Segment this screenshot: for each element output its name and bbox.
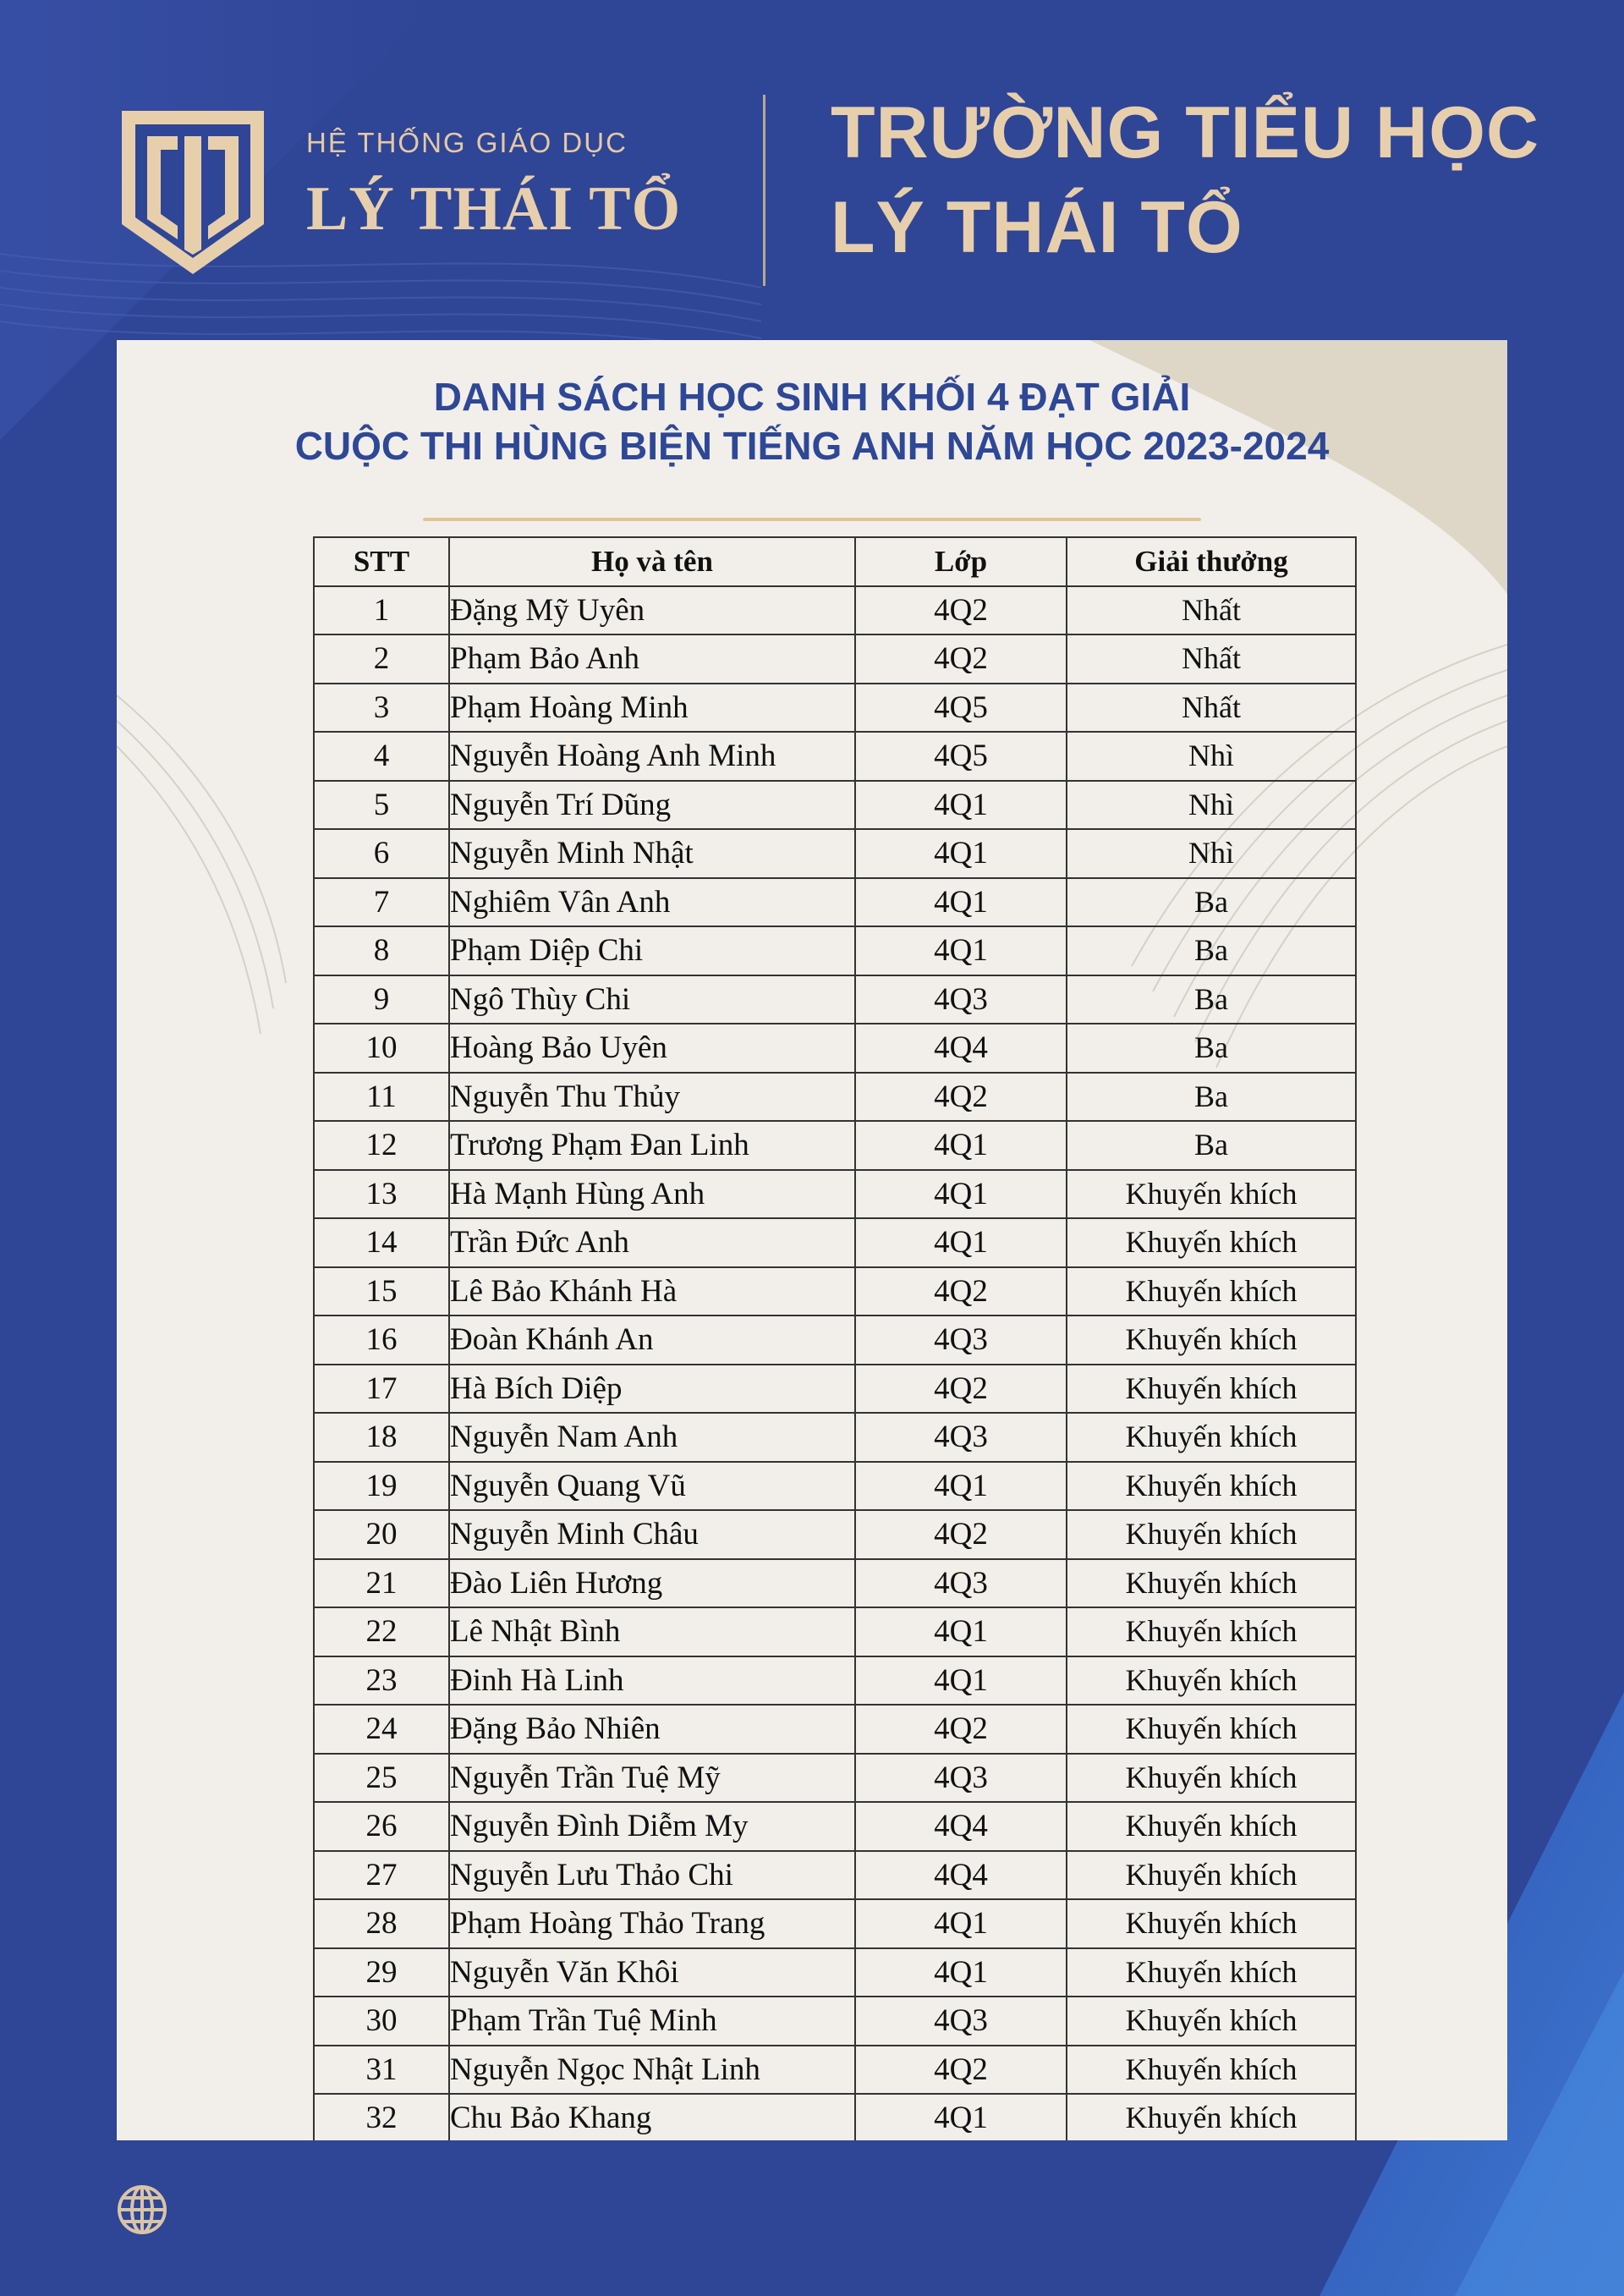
- cell-name: Ngô Thùy Chi: [449, 975, 855, 1024]
- table-row: [314, 1948, 1356, 1997]
- cell-stt: 8: [314, 926, 449, 975]
- cell-class: 4Q3: [855, 1997, 1067, 2046]
- header-award: Giải thưởng: [1067, 537, 1356, 586]
- header-divider: [763, 95, 765, 286]
- awards-table: [313, 536, 1357, 2140]
- table-row: [314, 1705, 1356, 1754]
- cell-name: Nguyễn Thu Thủy: [449, 1073, 855, 1122]
- cell-stt: 7: [314, 878, 449, 927]
- cell-name: Nguyễn Minh Châu: [449, 1510, 855, 1559]
- cell-stt: 14: [314, 1218, 449, 1267]
- cell-stt: 29: [314, 1948, 449, 1997]
- cell-award: Khuyến khích: [1067, 1948, 1356, 1997]
- cell-name: Đoàn Khánh An: [449, 1316, 855, 1365]
- cell-award: Nhất: [1067, 684, 1356, 733]
- table-row: [314, 1121, 1356, 1170]
- cell-class: 4Q3: [855, 1413, 1067, 1462]
- cell-class: 4Q1: [855, 926, 1067, 975]
- cell-name: Nguyễn Hoàng Anh Minh: [449, 732, 855, 781]
- cell-class: 4Q2: [855, 1365, 1067, 1414]
- cell-award: Khuyến khích: [1067, 1559, 1356, 1608]
- table-row: [314, 1802, 1356, 1851]
- table-row: [314, 1754, 1356, 1803]
- cell-award: Khuyến khích: [1067, 1997, 1356, 2046]
- cell-name: Nguyễn Trần Tuệ Mỹ: [449, 1754, 855, 1803]
- table-row: [314, 2046, 1356, 2095]
- cell-class: 4Q1: [855, 829, 1067, 878]
- table-row: [314, 1851, 1356, 1900]
- cell-name: Nguyễn Trí Dũng: [449, 781, 855, 830]
- cell-class: 4Q1: [855, 1948, 1067, 1997]
- globe-icon: [115, 2183, 169, 2237]
- cell-award: Ba: [1067, 975, 1356, 1024]
- cell-stt: 3: [314, 684, 449, 733]
- cell-stt: 21: [314, 1559, 449, 1608]
- cell-stt: 20: [314, 1510, 449, 1559]
- table-header-row: [314, 537, 1356, 586]
- cell-stt: 26: [314, 1802, 449, 1851]
- cell-stt: 5: [314, 781, 449, 830]
- cell-stt: 27: [314, 1851, 449, 1900]
- cell-award: Khuyến khích: [1067, 1656, 1356, 1706]
- cell-stt: 10: [314, 1024, 449, 1073]
- table-row: [314, 1462, 1356, 1511]
- cell-stt: 13: [314, 1170, 449, 1219]
- document-title-line1: DANH SÁCH HỌC SINH KHỐI 4 ĐẠT GIẢI: [433, 375, 1191, 419]
- cell-class: 4Q2: [855, 1073, 1067, 1122]
- cell-stt: 30: [314, 1997, 449, 2046]
- cell-name: Lê Bảo Khánh Hà: [449, 1267, 855, 1316]
- cell-award: Nhất: [1067, 634, 1356, 684]
- table-row: [314, 926, 1356, 975]
- table-row: [314, 1218, 1356, 1267]
- title-underline: [423, 518, 1201, 521]
- cell-award: Khuyến khích: [1067, 2046, 1356, 2095]
- header-name: Họ và tên: [449, 537, 855, 586]
- brand-name: LÝ THÁI TỔ: [306, 174, 682, 244]
- school-crest-icon: [117, 106, 269, 279]
- table-row: [314, 1365, 1356, 1414]
- cell-stt: 6: [314, 829, 449, 878]
- cell-class: 4Q4: [855, 1024, 1067, 1073]
- cell-award: Nhì: [1067, 829, 1356, 878]
- cell-stt: 1: [314, 586, 449, 635]
- cell-stt: 16: [314, 1316, 449, 1365]
- cell-name: Trương Phạm Đan Linh: [449, 1121, 855, 1170]
- table-row: [314, 586, 1356, 635]
- cell-name: Phạm Diệp Chi: [449, 926, 855, 975]
- cell-award: Nhất: [1067, 586, 1356, 635]
- cell-stt: 2: [314, 634, 449, 684]
- cell-class: 4Q2: [855, 1267, 1067, 1316]
- table-row: [314, 1170, 1356, 1219]
- brand-system-label: HỆ THỐNG GIÁO DỤC: [306, 127, 628, 158]
- cell-class: 4Q1: [855, 1607, 1067, 1656]
- cell-name: Chu Bảo Khang: [449, 2094, 855, 2140]
- cell-class: 4Q5: [855, 732, 1067, 781]
- cell-name: Đinh Hà Linh: [449, 1656, 855, 1706]
- cell-stt: 15: [314, 1267, 449, 1316]
- cell-award: Khuyến khích: [1067, 1218, 1356, 1267]
- school-name-line2: LÝ THÁI TỔ: [831, 187, 1243, 268]
- cell-name: Đào Liên Hương: [449, 1559, 855, 1608]
- cell-class: 4Q1: [855, 1462, 1067, 1511]
- cell-stt: 9: [314, 975, 449, 1024]
- cell-class: 4Q5: [855, 684, 1067, 733]
- table-row: [314, 1559, 1356, 1608]
- cell-class: 4Q4: [855, 1851, 1067, 1900]
- cell-award: Ba: [1067, 1121, 1356, 1170]
- cell-award: Khuyến khích: [1067, 1316, 1356, 1365]
- table-row: [314, 1607, 1356, 1656]
- table-row: [314, 1510, 1356, 1559]
- header: [0, 0, 1624, 338]
- table-row: [314, 1024, 1356, 1073]
- cell-stt: 28: [314, 1899, 449, 1948]
- cell-class: 4Q1: [855, 878, 1067, 927]
- cell-stt: 12: [314, 1121, 449, 1170]
- cell-stt: 23: [314, 1656, 449, 1706]
- header-class: Lớp: [855, 537, 1067, 586]
- table-row: [314, 829, 1356, 878]
- cell-name: Phạm Trần Tuệ Minh: [449, 1997, 855, 2046]
- cell-name: Nguyễn Đình Diễm My: [449, 1802, 855, 1851]
- cell-award: Ba: [1067, 878, 1356, 927]
- cell-stt: 31: [314, 2046, 449, 2095]
- cell-award: Khuyến khích: [1067, 1413, 1356, 1462]
- cell-award: Khuyến khích: [1067, 1365, 1356, 1414]
- cell-stt: 11: [314, 1073, 449, 1122]
- table-row: [314, 975, 1356, 1024]
- cell-stt: 17: [314, 1365, 449, 1414]
- cell-award: Khuyến khích: [1067, 1705, 1356, 1754]
- table-row: [314, 732, 1356, 781]
- cell-name: Hoàng Bảo Uyên: [449, 1024, 855, 1073]
- cell-name: Nghiêm Vân Anh: [449, 878, 855, 927]
- cell-award: Khuyến khích: [1067, 1851, 1356, 1900]
- cell-award: Khuyến khích: [1067, 1754, 1356, 1803]
- document-title-line2: CUỘC THI HÙNG BIỆN TIẾNG ANH NĂM HỌC 2023-2024: [294, 424, 1330, 468]
- cell-class: 4Q4: [855, 1802, 1067, 1851]
- cell-stt: 18: [314, 1413, 449, 1462]
- cell-class: 4Q2: [855, 2046, 1067, 2095]
- cell-award: Ba: [1067, 1024, 1356, 1073]
- cell-class: 4Q2: [855, 634, 1067, 684]
- cell-name: Phạm Hoàng Thảo Trang: [449, 1899, 855, 1948]
- cell-class: 4Q1: [855, 2094, 1067, 2140]
- cell-class: 4Q3: [855, 1316, 1067, 1365]
- cell-award: Ba: [1067, 926, 1356, 975]
- table-row: [314, 878, 1356, 927]
- cell-award: Khuyến khích: [1067, 1462, 1356, 1511]
- cell-award: Ba: [1067, 1073, 1356, 1122]
- cell-name: Nguyễn Minh Nhật: [449, 829, 855, 878]
- header-stt: STT: [314, 537, 449, 586]
- cell-name: Nguyễn Văn Khôi: [449, 1948, 855, 1997]
- cell-stt: 32: [314, 2094, 449, 2140]
- school-name-line1: TRƯỜNG TIỂU HỌC: [831, 92, 1540, 173]
- cell-class: 4Q1: [855, 1170, 1067, 1219]
- table-row: [314, 781, 1356, 830]
- cell-class: 4Q1: [855, 1218, 1067, 1267]
- table-row: [314, 1316, 1356, 1365]
- cell-class: 4Q3: [855, 975, 1067, 1024]
- cell-class: 4Q1: [855, 1899, 1067, 1948]
- cell-name: Nguyễn Quang Vũ: [449, 1462, 855, 1511]
- cell-class: 4Q2: [855, 586, 1067, 635]
- cell-name: Trần Đức Anh: [449, 1218, 855, 1267]
- cell-stt: 22: [314, 1607, 449, 1656]
- table-row: [314, 1997, 1356, 2046]
- cell-stt: 4: [314, 732, 449, 781]
- cell-name: Nguyễn Ngọc Nhật Linh: [449, 2046, 855, 2095]
- cell-award: Khuyến khích: [1067, 1802, 1356, 1851]
- content-panel: [117, 340, 1507, 2140]
- cell-award: Khuyến khích: [1067, 1170, 1356, 1219]
- cell-award: Khuyến khích: [1067, 1510, 1356, 1559]
- cell-class: 4Q1: [855, 1121, 1067, 1170]
- cell-class: 4Q1: [855, 1656, 1067, 1706]
- cell-name: Nguyễn Nam Anh: [449, 1413, 855, 1462]
- cell-award: Khuyến khích: [1067, 1607, 1356, 1656]
- cell-name: Đặng Bảo Nhiên: [449, 1705, 855, 1754]
- table-row: [314, 634, 1356, 684]
- cell-class: 4Q3: [855, 1559, 1067, 1608]
- cell-award: Khuyến khích: [1067, 1267, 1356, 1316]
- table-row: [314, 1413, 1356, 1462]
- cell-name: Đặng Mỹ Uyên: [449, 586, 855, 635]
- cell-stt: 24: [314, 1705, 449, 1754]
- table-row: [314, 2094, 1356, 2140]
- cell-name: Hà Bích Diệp: [449, 1365, 855, 1414]
- cell-award: Nhì: [1067, 732, 1356, 781]
- cell-stt: 25: [314, 1754, 449, 1803]
- table-row: [314, 684, 1356, 733]
- cell-stt: 19: [314, 1462, 449, 1511]
- cell-name: Lê Nhật Bình: [449, 1607, 855, 1656]
- cell-name: Nguyễn Lưu Thảo Chi: [449, 1851, 855, 1900]
- cell-award: Khuyến khích: [1067, 2094, 1356, 2140]
- cell-name: Hà Mạnh Hùng Anh: [449, 1170, 855, 1219]
- cell-name: Phạm Hoàng Minh: [449, 684, 855, 733]
- table-row: [314, 1267, 1356, 1316]
- table-row: [314, 1073, 1356, 1122]
- table-row: [314, 1899, 1356, 1948]
- cell-award: Khuyến khích: [1067, 1899, 1356, 1948]
- cell-class: 4Q3: [855, 1754, 1067, 1803]
- cell-class: 4Q2: [855, 1705, 1067, 1754]
- table-row: [314, 1656, 1356, 1706]
- cell-class: 4Q1: [855, 781, 1067, 830]
- cell-name: Phạm Bảo Anh: [449, 634, 855, 684]
- cell-class: 4Q2: [855, 1510, 1067, 1559]
- cell-award: Nhì: [1067, 781, 1356, 830]
